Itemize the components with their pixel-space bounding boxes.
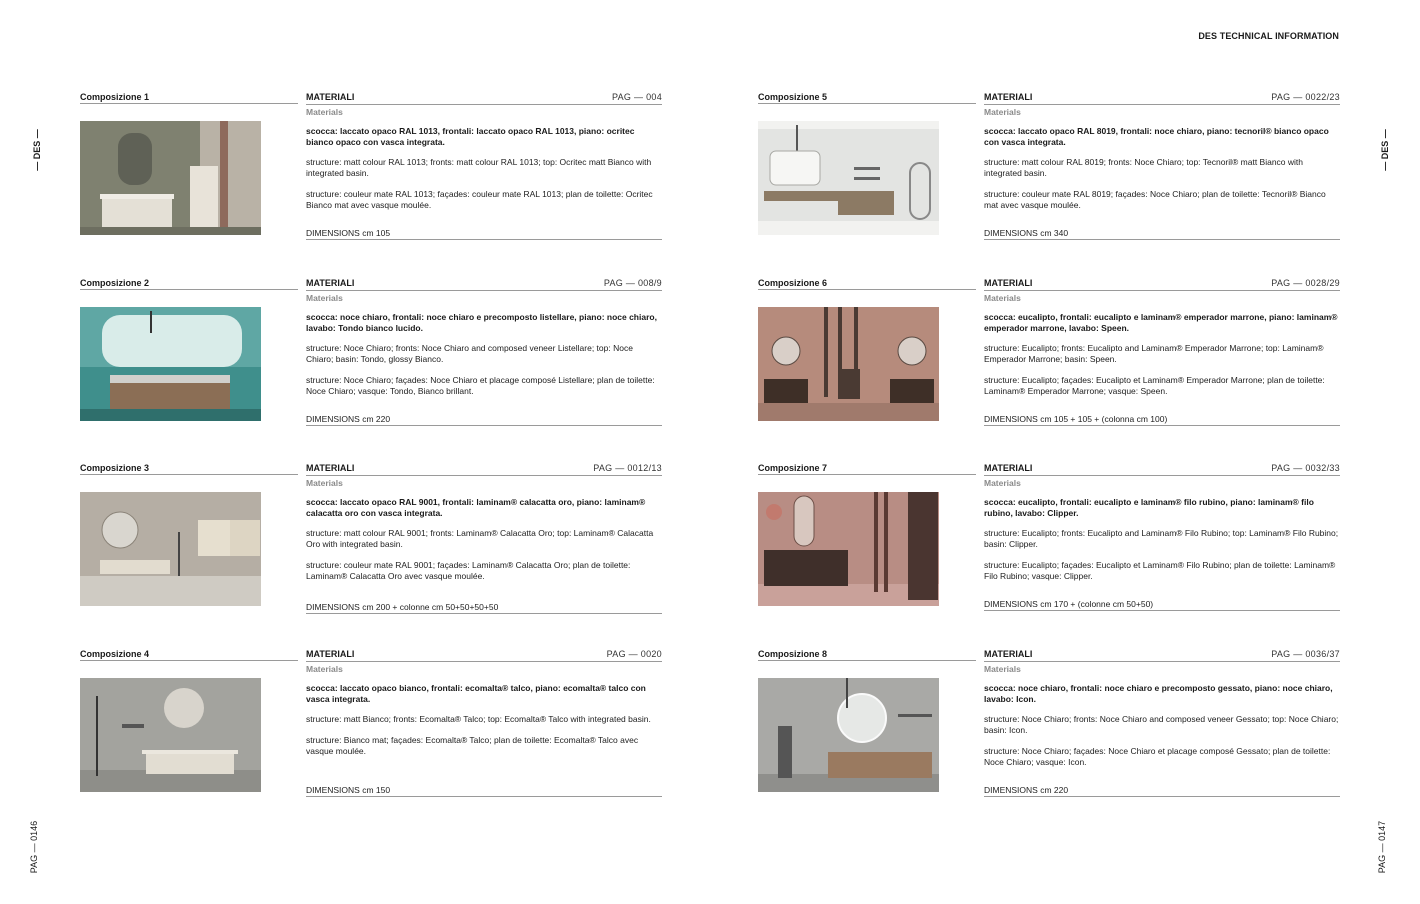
page-reference: PAG — 008/9 — [603, 278, 662, 288]
page-reference: PAG — 0028/29 — [1271, 278, 1340, 288]
description-english: structure: Eucalipto; fronts: Eucalipto and Laminam® Emperador Marrone; top: Laminam® Emperador Marrone; basin: Speen. — [984, 343, 1324, 364]
materials-block — [306, 278, 662, 397]
materials-title: MATERIALI — [306, 278, 355, 288]
composition-name: Composizione 1 — [80, 92, 298, 104]
description-french: structure: couleur mate RAL 8019; façades: Noce Chiaro; plan de toilette: Tecnoril® Bianco mat avec vasque moulée. — [984, 189, 1326, 210]
materials-subtitle: Materials — [306, 664, 343, 674]
description-italian: scocca: noce chiaro, frontali: noce chiaro e precomposto listellare, piano: noce chiaro, lavabo: Tondo bianco lucido. — [306, 312, 657, 333]
description-french: structure: couleur mate RAL 1013; façades: couleur mate RAL 1013; plan de toilette: Ocritec Bianco mat avec vasque moulée. — [306, 189, 653, 210]
materials-block — [306, 463, 662, 582]
dimensions: DIMENSIONS cm 340 — [984, 228, 1340, 240]
dimensions: DIMENSIONS cm 220 — [984, 785, 1340, 797]
page-reference: PAG — 0022/23 — [1271, 92, 1340, 102]
description-english: structure: Eucalipto; fronts: Eucalipto and Laminam® Filo Rubino; top: Laminam® Filo Rubino; basin: Clipper. — [984, 528, 1339, 549]
description-french: structure: Eucalipto; façades: Eucalipto et Laminam® Filo Rubino; plan de toilette: Laminam® Filo Rubino; vasque: Clipper. — [984, 560, 1336, 581]
page-header-title: DES TECHNICAL INFORMATION — [1198, 31, 1339, 41]
materials-subtitle: Materials — [984, 293, 1021, 303]
description-english: structure: matt Bianco; fronts: Ecomalta® Talco; top: Ecomalta® Talco with integrated basin. — [306, 714, 651, 724]
composition-entry-3 — [80, 463, 662, 623]
description-italian: scocca: laccato opaco RAL 9001, frontali: laminam® calacatta oro, piano: laminam® calacatta oro con vasca integrata. — [306, 497, 646, 518]
composition-name: Composizione 8 — [758, 649, 976, 661]
composition-photo-4 — [80, 678, 261, 792]
description-italian: scocca: eucalipto, frontali: eucalipto e laminam® emperador marrone, piano: laminam® emperador marrone, lavabo: Speen. — [984, 312, 1338, 333]
description-english: structure: Noce Chiaro; fronts: Noce Chiaro and composed veneer Listellare; top: Noce Chiaro; basin: Tondo, glossy Bianco. — [306, 343, 633, 364]
description-italian: scocca: noce chiaro, frontali: noce chiaro e precomposto gessato, piano: noce chiaro, lavabo: Icon. — [984, 683, 1333, 704]
description-italian: scocca: laccato opaco RAL 8019, frontali: noce chiaro, piano: tecnoril® bianco opaco con vasca integrata. — [984, 126, 1329, 147]
materials-block — [984, 463, 1340, 582]
materials-block — [984, 649, 1340, 768]
dimensions: DIMENSIONS cm 220 — [306, 414, 662, 426]
right-page-number: PAG — 0147 — [1377, 820, 1388, 874]
composition-photo-3 — [80, 492, 261, 606]
materials-title: MATERIALI — [306, 463, 355, 473]
description-french: structure: Eucalipto; façades: Eucalipto et Laminam® Emperador Marrone; plan de toilette: Laminam® Emperador Marrone; vasque: Speen. — [984, 375, 1325, 396]
description-french: structure: Bianco mat; façades: Ecomalta® Talco; plan de toilette: Ecomalta® Talco avec vasque moulée. — [306, 735, 639, 756]
composition-name: Composizione 2 — [80, 278, 298, 290]
materials-title: MATERIALI — [984, 278, 1033, 288]
composition-entry-2 — [80, 278, 662, 438]
page-reference: PAG — 0036/37 — [1271, 649, 1340, 659]
materials-block — [306, 92, 662, 211]
description-french: structure: Noce Chiaro; façades: Noce Chiaro et placage composé Listellare; plan de toilette: Noce Chiaro; vasque: Tondo, Bianco brillant. — [306, 375, 655, 396]
dimensions: DIMENSIONS cm 105 + 105 + (colonna cm 100) — [984, 414, 1340, 426]
composition-entry-7 — [758, 463, 1340, 623]
composition-photo-6 — [758, 307, 939, 421]
dimensions: DIMENSIONS cm 150 — [306, 785, 662, 797]
materials-subtitle: Materials — [984, 664, 1021, 674]
left-side-label: — DES — — [31, 129, 42, 171]
description-english: structure: Noce Chiaro; fronts: Noce Chiaro and composed veneer Gessato; top: Noce Chiaro; basin: Icon. — [984, 714, 1339, 735]
materials-title: MATERIALI — [984, 92, 1033, 102]
dimensions: DIMENSIONS cm 105 — [306, 228, 662, 240]
materials-title: MATERIALI — [984, 649, 1033, 659]
description-italian: scocca: eucalipto, frontali: eucalipto e laminam® filo rubino, piano: laminam® filo rubino, lavabo: Clipper. — [984, 497, 1314, 518]
composition-entry-5 — [758, 92, 1340, 252]
composition-photo-2 — [80, 307, 261, 421]
materials-subtitle: Materials — [306, 478, 343, 488]
materials-block — [306, 649, 662, 757]
composition-name: Composizione 4 — [80, 649, 298, 661]
description-italian: scocca: laccato opaco bianco, frontali: ecomalta® talco, piano: ecomalta® talco con vasca integrata. — [306, 683, 646, 704]
composition-photo-1 — [80, 121, 261, 235]
description-french: structure: Noce Chiaro; façades: Noce Chiaro et placage composé Gessato; plan de toilette: Noce Chiaro; vasque: Icon. — [984, 746, 1331, 767]
left-page-number: PAG — 0146 — [29, 820, 40, 874]
dimensions: DIMENSIONS cm 200 + colonne cm 50+50+50+50 — [306, 602, 662, 614]
materials-block — [984, 92, 1340, 211]
materials-title: MATERIALI — [306, 92, 355, 102]
page-reference: PAG — 0020 — [606, 649, 662, 659]
composition-photo-8 — [758, 678, 939, 792]
materials-title: MATERIALI — [984, 463, 1033, 473]
composition-entry-4 — [80, 649, 662, 809]
page-reference: PAG — 004 — [611, 92, 662, 102]
composition-entry-1 — [80, 92, 662, 252]
composition-name: Composizione 7 — [758, 463, 976, 475]
composition-entry-6 — [758, 278, 1340, 438]
materials-block — [984, 278, 1340, 397]
dimensions: DIMENSIONS cm 170 + (colonne cm 50+50) — [984, 599, 1340, 611]
composition-name: Composizione 6 — [758, 278, 976, 290]
page-reference: PAG — 0012/13 — [593, 463, 662, 473]
materials-subtitle: Materials — [984, 107, 1021, 117]
materials-title: MATERIALI — [306, 649, 355, 659]
composition-name: Composizione 3 — [80, 463, 298, 475]
description-french: structure: couleur mate RAL 9001; façades: Laminam® Calacatta Oro; plan de toilette: Laminam® Calacatta Oro avec vasque moulée. — [306, 560, 631, 581]
description-english: structure: matt colour RAL 8019; fronts: Noce Chiaro; top: Tecnoril® matt Bianco with integrated basin. — [984, 157, 1304, 178]
description-english: structure: matt colour RAL 9001; fronts: Laminam® Calacatta Oro; top: Laminam® Calacatta Oro with integrated basin. — [306, 528, 654, 549]
page-reference: PAG — 0032/33 — [1271, 463, 1340, 473]
composition-name: Composizione 5 — [758, 92, 976, 104]
composition-entry-8 — [758, 649, 1340, 809]
right-side-label: — DES — — [1379, 129, 1390, 171]
materials-subtitle: Materials — [984, 478, 1021, 488]
materials-subtitle: Materials — [306, 107, 343, 117]
composition-photo-5 — [758, 121, 939, 235]
description-english: structure: matt colour RAL 1013; fronts: matt colour RAL 1013; top: Ocritec matt Bianco with integrated basin. — [306, 157, 652, 178]
description-italian: scocca: laccato opaco RAL 1013, frontali: laccato opaco RAL 1013, piano: ocritec bianco opaco con vasca integrata. — [306, 126, 635, 147]
composition-photo-7 — [758, 492, 939, 606]
materials-subtitle: Materials — [306, 293, 343, 303]
